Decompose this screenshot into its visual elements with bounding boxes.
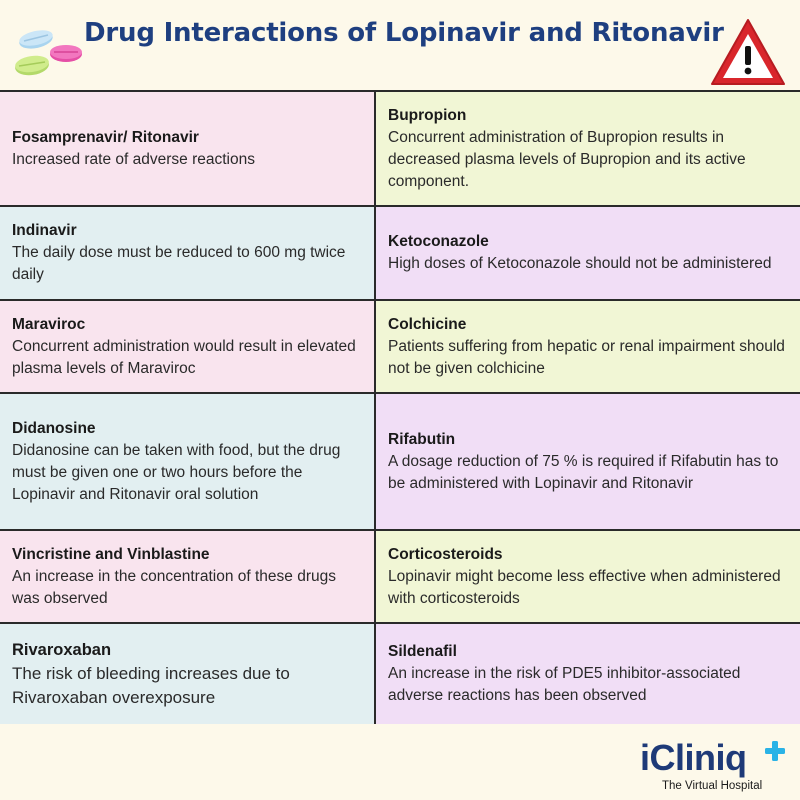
- interaction-cell-ketoconazole: [376, 207, 800, 301]
- drug-description: Lopinavir might become less effective when administered with corticosteroids: [388, 567, 781, 607]
- drug-description: Concurrent administration of Bupropion results in decreased plasma levels of Bupropion and its active component.: [388, 128, 746, 190]
- page-title: Drug Interactions of Lopinavir and Ritonavir: [84, 18, 724, 48]
- warning-triangle-icon: [708, 16, 788, 88]
- interaction-cell-didanosine: [0, 394, 376, 531]
- header: [0, 0, 800, 90]
- interaction-cell-vincristine-vinblastine: [0, 531, 376, 624]
- drug-name: Corticosteroids: [388, 545, 503, 563]
- interactions-table: [0, 90, 800, 722]
- interaction-cell-sildenafil: [376, 624, 800, 724]
- brand-tagline: The Virtual Hospital: [662, 780, 763, 792]
- drug-name: Colchicine: [388, 315, 467, 333]
- interaction-cell-fosamprenavir: [0, 92, 376, 207]
- drug-description: A dosage reduction of 75 % is required if Rifabutin has to be administered with Lopinavir and Ritonavir: [388, 452, 779, 492]
- drug-name: Indinavir: [12, 222, 77, 239]
- drug-name: Vincristine and Vinblastine: [12, 545, 210, 563]
- drug-name: Rivaroxaban: [12, 641, 112, 659]
- drug-description: Didanosine can be taken with food, but the drug must be given one or two hours before the Lopinavir and Ritonavir oral solution: [12, 441, 341, 503]
- drug-description: The risk of bleeding increases due to Rivaroxaban overexposure: [12, 664, 290, 707]
- drug-description: Patients suffering from hepatic or renal impairment should not be given colchicine: [388, 337, 785, 377]
- drug-name: Bupropion: [388, 106, 467, 124]
- interaction-cell-indinavir: [0, 207, 376, 301]
- drug-name: Maraviroc: [12, 315, 86, 333]
- interaction-cell-corticosteroids: [376, 531, 800, 624]
- plus-icon: [764, 740, 786, 762]
- interaction-cell-bupropion: [376, 92, 800, 207]
- drug-name: Ketoconazole: [388, 233, 489, 250]
- drug-name: Rifabutin: [388, 430, 456, 448]
- drug-description: Increased rate of adverse reactions: [12, 150, 255, 168]
- interaction-cell-rifabutin: [376, 394, 800, 531]
- drug-name: Sildenafil: [388, 643, 457, 660]
- drug-description: The daily dose must be reduced to 600 mg twice daily: [12, 244, 346, 283]
- interaction-cell-maraviroc: [0, 301, 376, 394]
- drug-description: An increase in the risk of PDE5 inhibitor-associated adverse reactions has been observed: [388, 665, 741, 704]
- drug-description: An increase in the concentration of these drugs was observed: [12, 567, 336, 607]
- drug-description: Concurrent administration would result in elevated plasma levels of Maraviroc: [12, 337, 356, 377]
- drug-name: Didanosine: [12, 419, 96, 437]
- brand-name: iCliniq: [640, 737, 747, 778]
- drug-description: High doses of Ketoconazole should not be administered: [388, 255, 772, 272]
- drug-name: Fosamprenavir/ Ritonavir: [12, 128, 199, 146]
- pills-icon: [14, 24, 86, 80]
- interaction-cell-colchicine: [376, 301, 800, 394]
- brand-logo: [640, 738, 790, 796]
- interaction-cell-rivaroxaban: [0, 624, 376, 724]
